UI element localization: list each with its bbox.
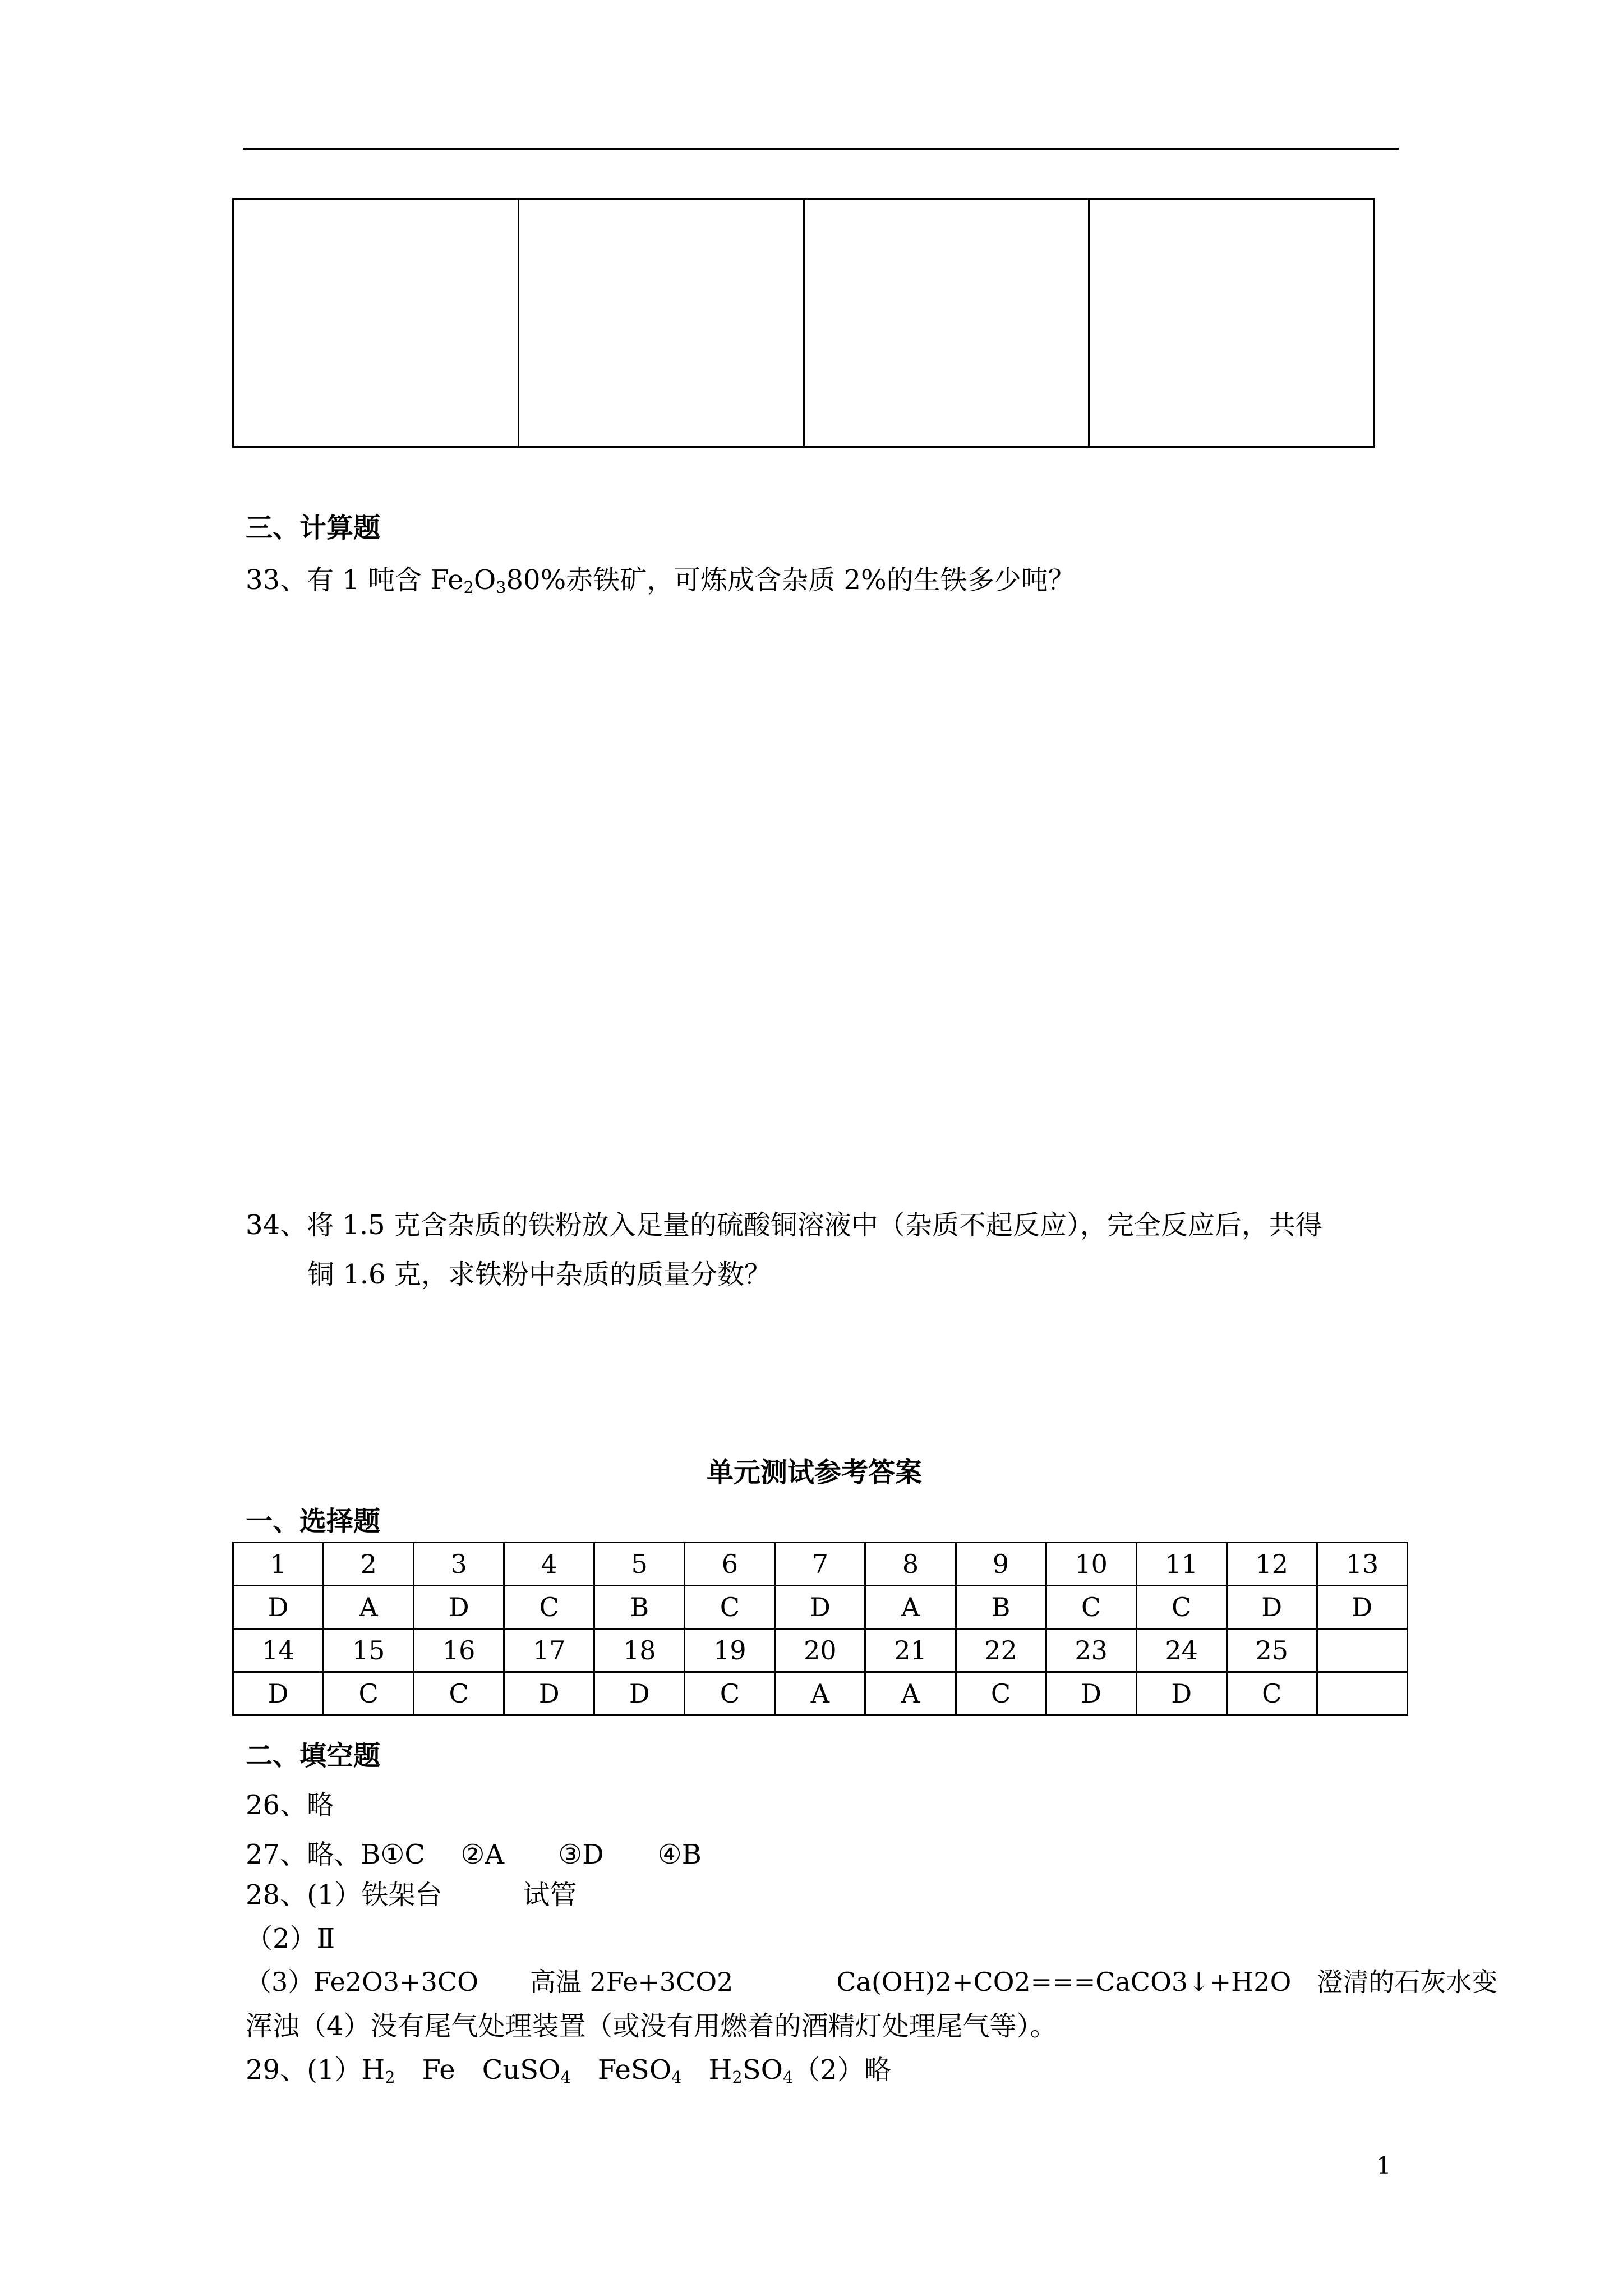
table-cell: D [233,1672,324,1715]
table-cell: A [775,1672,865,1715]
table-cell: D [775,1586,865,1629]
table-cell: B [956,1586,1046,1629]
table-cell: D [414,1586,504,1629]
answer-28-line3: （3）Fe2O3+3CO 高温 2Fe+3CO2 Ca(OH)2+CO2===CaCO3↓+H2O 澄清的石灰水变 [246,1967,1498,1997]
table-cell: D [1136,1672,1227,1715]
table-cell: D [1317,1586,1407,1629]
table-cell: D [1227,1586,1317,1629]
table-row [233,1586,1408,1629]
table-cell: 4 [504,1543,594,1586]
table-cell: 24 [1136,1629,1227,1672]
table-cell: 13 [1317,1543,1407,1586]
table-cell: 12 [1227,1543,1317,1586]
section-title-calculation: 三、计算题 [246,512,381,544]
table-cell [1317,1672,1407,1715]
table-cell: 16 [414,1629,504,1672]
table-cell: 10 [1046,1543,1136,1586]
table-cell: 7 [775,1543,865,1586]
page-number: 1 [1376,2152,1391,2179]
table-cell: 8 [865,1543,956,1586]
table-cell: A [324,1586,414,1629]
table-cell: 11 [1136,1543,1227,1586]
table-cell: A [865,1586,956,1629]
table-cell: 23 [1046,1629,1136,1672]
question-33: 33、有 1 吨含 $Fe_2O_380\%$赤铁矿，可炼成含杂质 2%的生铁多少吨？ [246,564,1075,597]
answer-28-line2: （2）Ⅱ [246,1923,335,1954]
table-cell: B [594,1586,685,1629]
table-cell: 15 [324,1629,414,1672]
table-cell: C [956,1672,1046,1715]
table-cell: A [865,1672,956,1715]
table-cell: C [685,1672,775,1715]
blank-cell [233,199,519,447]
table-cell: 2 [324,1543,414,1586]
table-cell: 20 [775,1629,865,1672]
table-cell: 5 [594,1543,685,1586]
table-cell: 18 [594,1629,685,1672]
section-title-fill: 二、填空题 [246,1740,381,1772]
question-34-line2: 铜 1.6 克，求铁粉中杂质的质量分数？ [307,1259,771,1290]
table-cell: C [504,1586,594,1629]
table-row [233,1629,1408,1672]
table-cell: C [1227,1672,1317,1715]
table-row [233,1543,1408,1586]
answer-29: 29、$(1)H_2$ Fe CuSO$_4$ FeSO$_4$ $H_2SO_4(2)$略 [246,2054,891,2087]
table-cell: 3 [414,1543,504,1586]
table-cell: C [685,1586,775,1629]
table-cell: C [1136,1586,1227,1629]
question-34-line1: 34、将 1.5 克含杂质的铁粉放入足量的硫酸铜溶液中（杂质不起反应），完全反应后，共得 [246,1209,1322,1241]
section-title-choice: 一、选择题 [246,1506,381,1537]
table-cell: 19 [685,1629,775,1672]
answer-27: 27、略、B①C ②A ③D ④B [246,1839,702,1870]
blank-answer-table [232,198,1375,448]
table-cell: 17 [504,1629,594,1672]
table-cell: D [1046,1672,1136,1715]
table-row [233,1672,1408,1715]
table-cell: D [504,1672,594,1715]
answer-28-line1: 28、(1）铁架台 试管 [246,1879,577,1911]
blank-cell [518,199,804,447]
answers-title: 单元测试参考答案 [707,1457,923,1488]
choice-answer-table [232,1542,1408,1716]
table-cell: 14 [233,1629,324,1672]
table-cell: 22 [956,1629,1046,1672]
table-cell: C [324,1672,414,1715]
header-rule [243,148,1399,150]
answer-28-line4: 浑浊（4）没有尾气处理装置（或没有用燃着的酒精灯处理尾气等）。 [246,2010,1057,2042]
table-cell: C [414,1672,504,1715]
answer-26: 26、略 [246,1789,334,1821]
table-cell: 6 [685,1543,775,1586]
table-cell: D [594,1672,685,1715]
table-cell: 9 [956,1543,1046,1586]
table-cell: C [1046,1586,1136,1629]
table-cell: 1 [233,1543,324,1586]
table-cell: 21 [865,1629,956,1672]
blank-cell [1089,199,1375,447]
blank-cell [804,199,1089,447]
table-cell [1317,1629,1407,1672]
table-cell: 25 [1227,1629,1317,1672]
table-cell: D [233,1586,324,1629]
